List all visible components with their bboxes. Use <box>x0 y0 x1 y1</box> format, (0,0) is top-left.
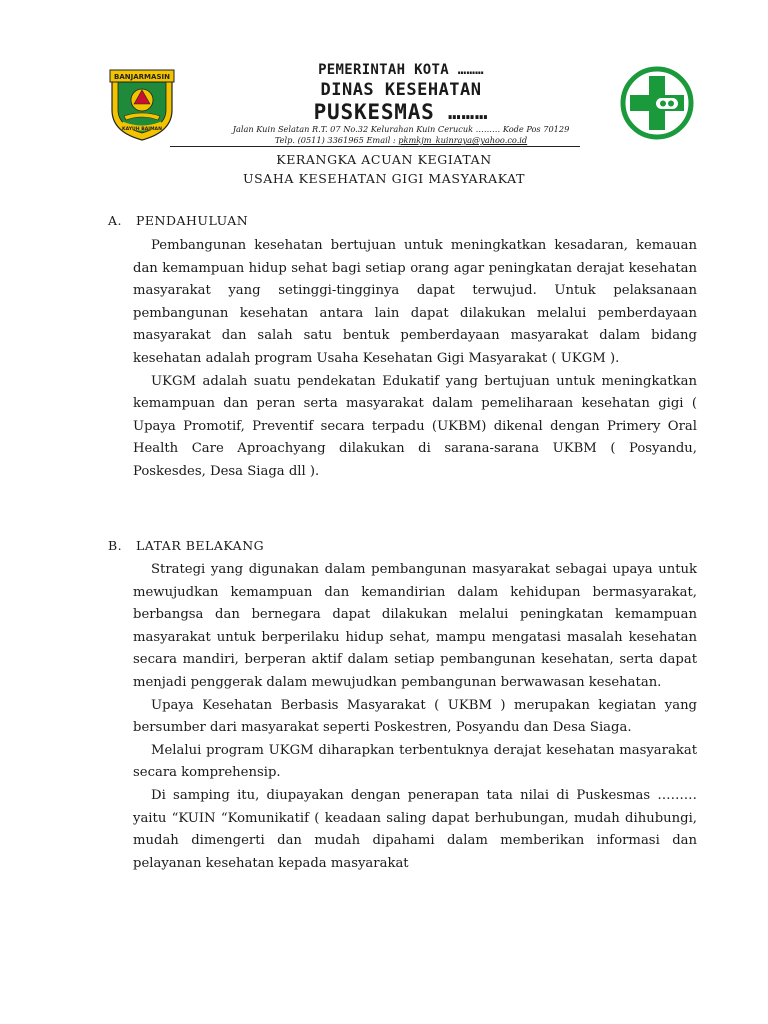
paragraph: Melalui program UKGM diharapkan terbentuknya derajat kesehatan masyarakat secara komprehensip. <box>133 742 697 781</box>
contact-line <box>186 135 616 146</box>
address: Jalan Kuin Selatan R.T. 07 No.32 Kelurahan Kuin Cerucuk ……… Kode Pos 70129 <box>232 124 570 134</box>
svg-text:KAYUH BAIMAN <box>122 126 162 132</box>
department-name: DINAS KESEHATAN <box>320 80 482 100</box>
letterhead-divider <box>170 146 580 147</box>
health-cross-icon <box>618 64 696 142</box>
title-line-1: KERANGKA ACUAN KEGIATAN <box>276 152 492 167</box>
email-link[interactable]: pkmkjm_kuinraya@yahoo.co.id <box>398 135 528 145</box>
puskesmas-name: PUSKESMAS ……… <box>313 100 489 124</box>
section-b-title: LATAR BELAKANG <box>136 538 265 553</box>
letterhead <box>100 60 700 150</box>
paragraph: Di samping itu, diupayakan dengan penerapan tata nilai di Puskesmas ……… yaitu “KUIN “Komunikatif ( keadaan saling dapat berhubungan, mudah dihubungi, mudah dimengerti dan mudah dipahami dalam memberikan informasi dan pelayanan kesehatan kepada masyarakat <box>133 787 697 871</box>
paragraph: Upaya Kesehatan Berbasis Masyarakat ( UKBM ) merupakan kegiatan yang bersumber dari masyarakat seperti Poskestren, Posyandu dan Desa Siaga. <box>133 697 697 736</box>
gov-name: PEMERINTAH KOTA ……… <box>318 62 484 78</box>
banjarmasin-city-emblem <box>104 66 180 142</box>
paragraph: Strategi yang digunakan dalam pembangunan masyarakat sebagai upaya untuk mewujudkan kemampuan dan kemandirian dalam kehidupan bermasyarakat, berbangsa dan bernegara dapat dilakukan melalui peningkatan kemampuan masyarakat untuk berperilaku hidup sehat, mampu mengatasi masalah kesehatan secara mandiri, berperan aktif dalam setiap pembangunan kesehatan, serta dapat menjadi penggerak dalam mewujudkan pembangunan berwawasan kesehatan. <box>133 562 697 690</box>
emblem-bottom-text: BAIMAN <box>141 127 162 132</box>
section-b-body <box>133 559 697 875</box>
phone: Telp. (0511) 3361965 Email : <box>274 135 399 145</box>
section-a-letter: A. <box>108 213 123 228</box>
section-b-heading <box>108 538 264 553</box>
title-line-2: USAHA KESEHATAN GIGI MASYARAKAT <box>242 171 526 186</box>
section-a-heading <box>108 213 248 228</box>
emblem-bottom-prefix: KAYUH <box>122 127 140 132</box>
section-b-letter: B. <box>108 538 123 553</box>
letterhead-text <box>186 60 616 146</box>
section-a-title: PENDAHULUAN <box>136 213 249 228</box>
paragraph: Pembangunan kesehatan bertujuan untuk meningkatkan kesadaran, kemauan dan kemampuan hidup sehat bagi setiap orang agar peningkatan derajat kesehatan masyarakat yang setinggi-tingginya dapat terwujud. Untuk pelaksanaan pembangunan kesehatan antara lain dapat dilakukan melalui pemberdayaan masyarakat dan salah satu bentuk pemberdayaan masyarakat dalam bidang kesehatan adalah program Usaha Kesehatan Gigi Masyarakat ( UKGM ). <box>133 238 697 366</box>
document-title <box>0 150 768 188</box>
section-a-body <box>133 235 697 484</box>
paragraph: UKGM adalah suatu pendekatan Edukatif yang bertujuan untuk meningkatkan kemampuan dan peran serta masyarakat dalam pemeliharaan kesehatan gigi ( Upaya Promotif, Preventif secara terpadu (UKBM) dikenal dengan Primery Oral Health Care Aproachyang dilakukan di sarana-sarana UKBM ( Posyandu, Poskesdes, Desa Siaga dll ). <box>133 373 697 479</box>
emblem-top-text: BANJARMASIN <box>114 73 170 81</box>
